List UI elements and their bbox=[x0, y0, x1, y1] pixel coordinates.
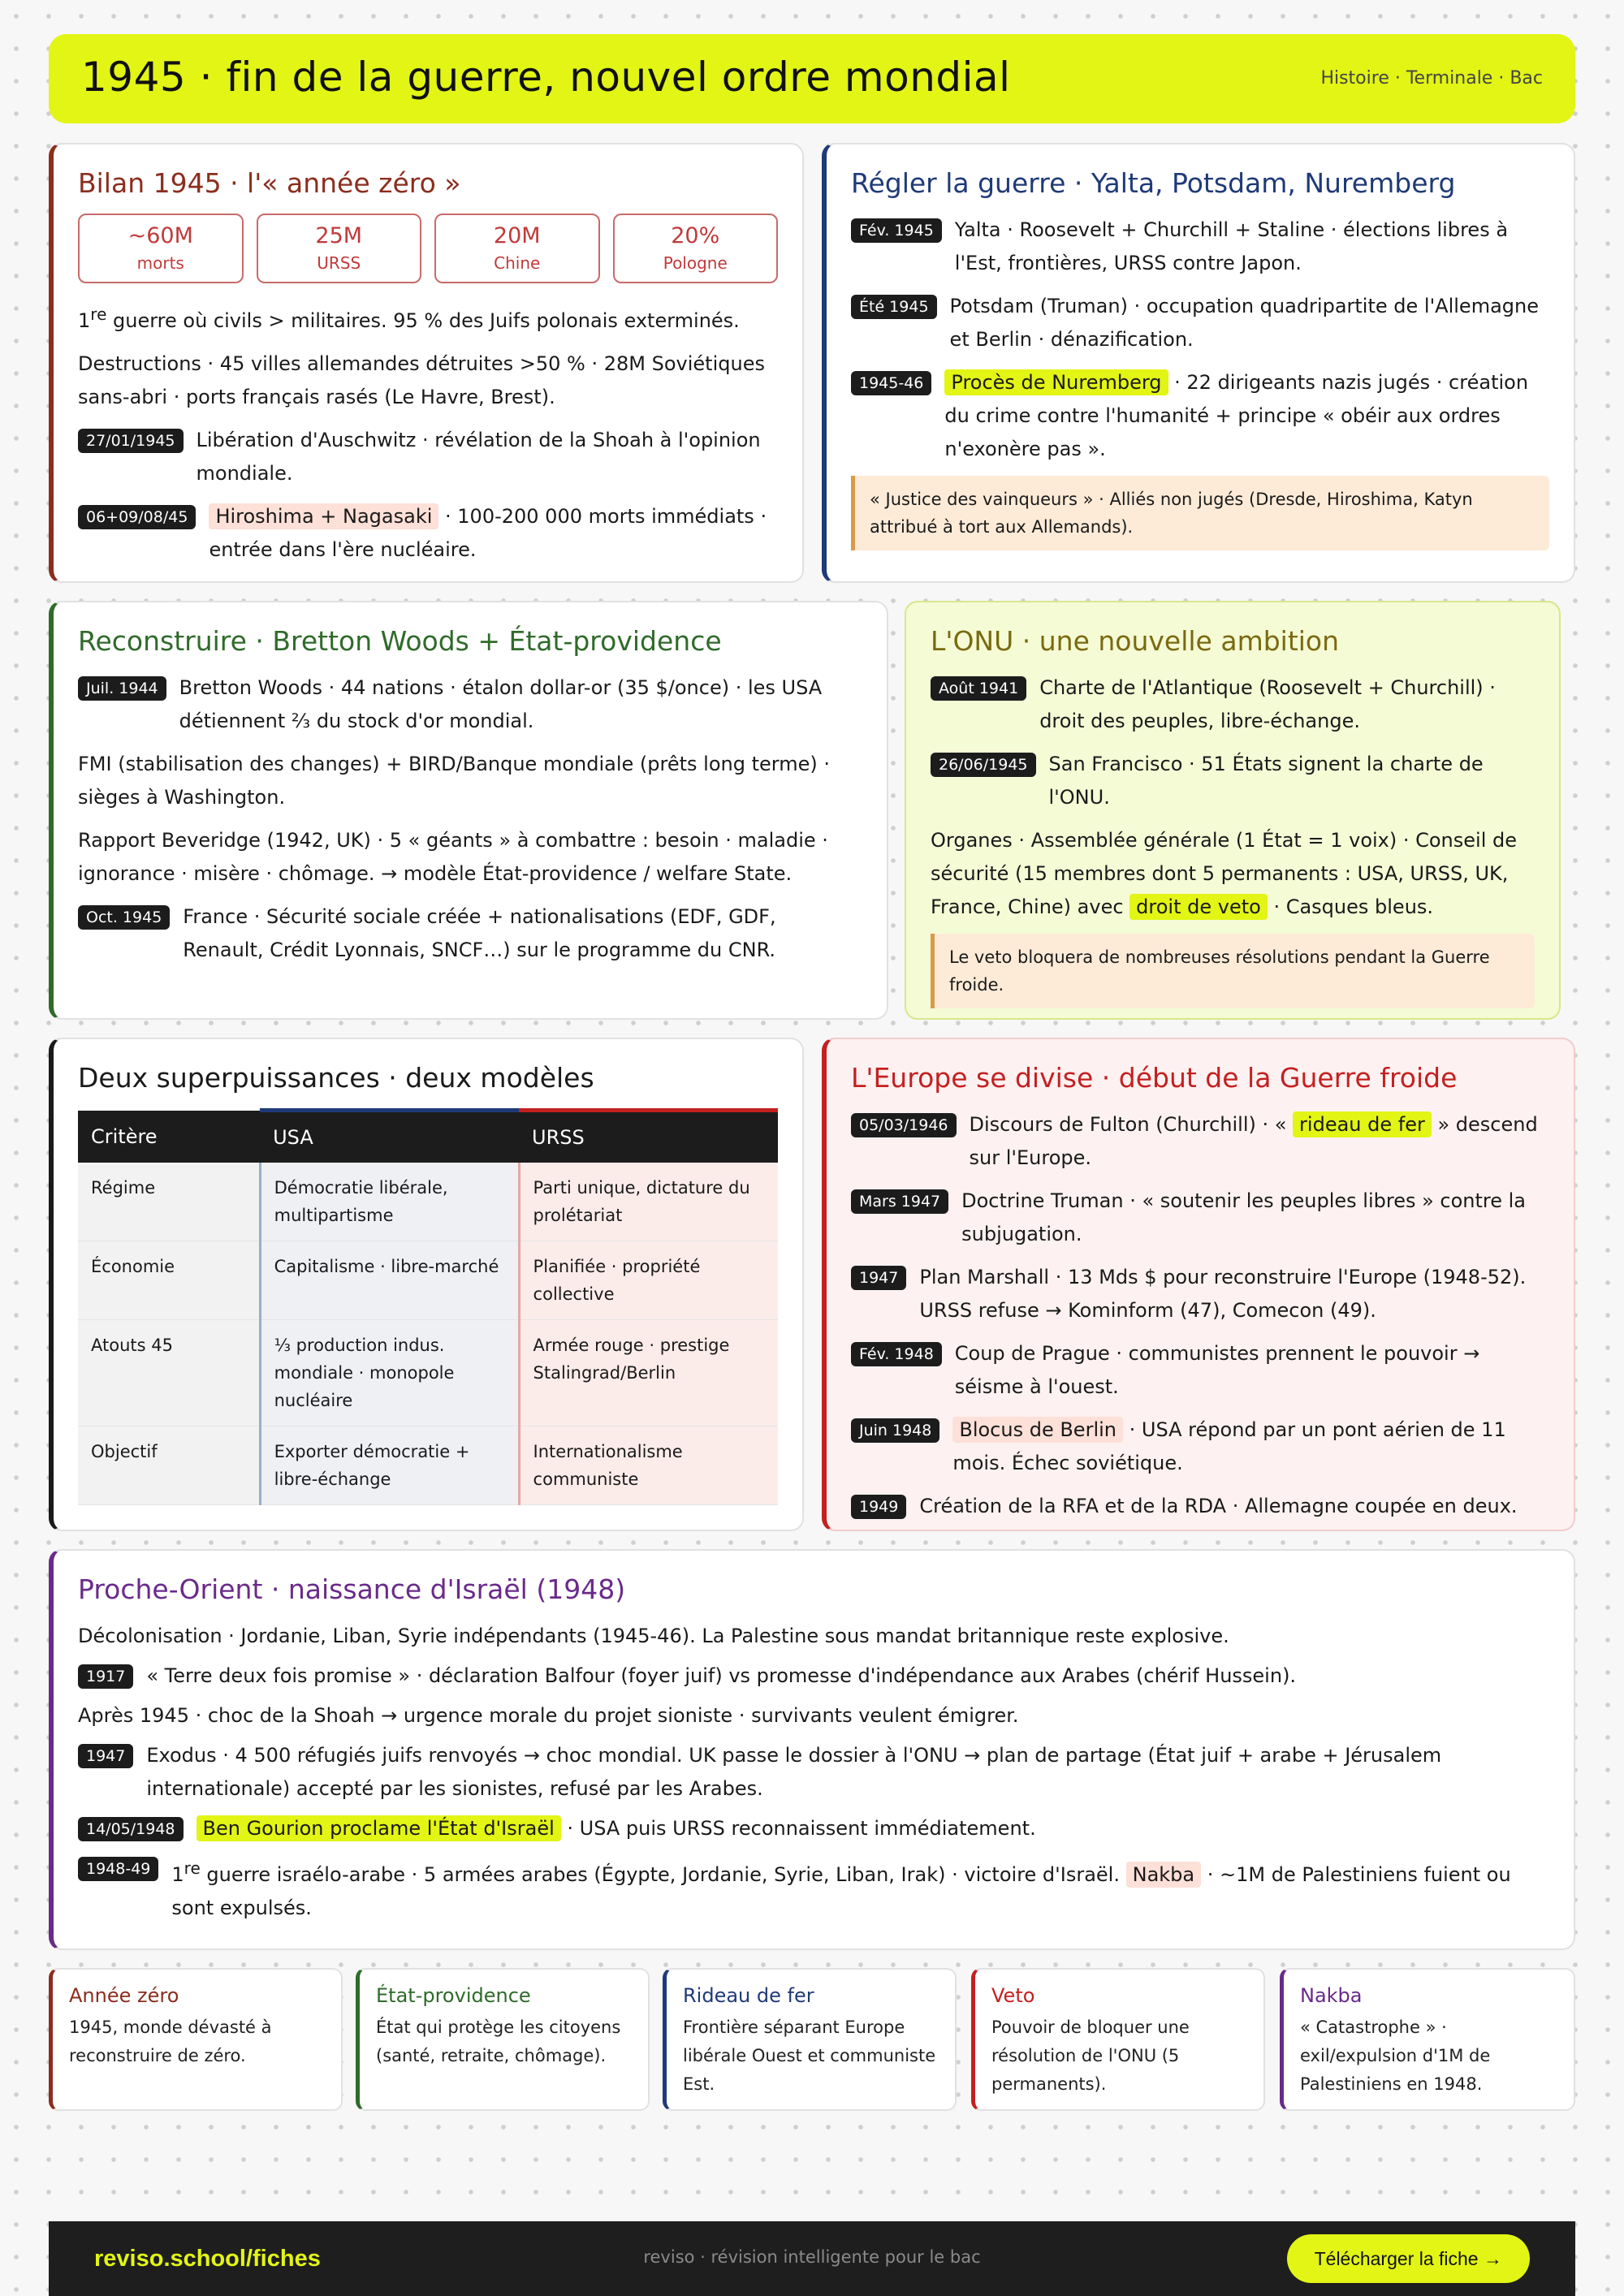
table-cell: Objectif bbox=[78, 1426, 260, 1505]
timeline-event bbox=[851, 214, 1549, 280]
timeline-event bbox=[78, 424, 778, 490]
timeline-event bbox=[851, 1185, 1549, 1251]
card-bilan bbox=[49, 143, 804, 583]
text-part: 1 bbox=[78, 309, 91, 332]
text-part: · Casques bleus. bbox=[1267, 896, 1434, 918]
table-row bbox=[78, 1320, 778, 1426]
timeline-event bbox=[851, 1261, 1549, 1327]
procheorient-paragraph-1: Décolonisation · Jordanie, Liban, Syrie indépendants (1945-46). La Palestine sous mandat britannique reste explosive. bbox=[78, 1625, 1229, 1647]
stat-box bbox=[78, 214, 244, 283]
event-text bbox=[197, 1812, 1036, 1845]
event-text: « Terre deux fois promise » · déclaration Balfour (foyer juif) vs promesse d'indépendance aux Arabes (chérif Hussein). bbox=[146, 1664, 1297, 1687]
card-procheorient-title: Proche-Orient · naissance d'Israël (1948) bbox=[78, 1573, 626, 1605]
text-part: guerre où civils > militaires. 95 % des Juifs polonais exterminés. bbox=[106, 309, 740, 332]
date-badge: 06+09/08/45 bbox=[78, 505, 196, 529]
timeline-event bbox=[851, 1413, 1549, 1480]
stat-boxes bbox=[78, 214, 778, 283]
page-tags: Histoire · Terminale · Bac bbox=[1320, 68, 1543, 88]
onu-paragraph-1 bbox=[931, 824, 1535, 924]
date-badge: 1948-49 bbox=[78, 1857, 158, 1881]
table-row bbox=[78, 1163, 778, 1241]
glossary-card bbox=[356, 1968, 650, 2111]
glossary-term: Rideau de fer bbox=[683, 1984, 814, 2007]
table-cell: Internationalisme communiste bbox=[519, 1426, 778, 1505]
date-badge: 27/01/1945 bbox=[78, 429, 184, 453]
timeline-event bbox=[851, 1490, 1549, 1523]
text-part: · USA répond par un pont aérien de 11 mois. Échec soviétique. bbox=[952, 1418, 1506, 1474]
table-cell: Démocratie libérale, multipartisme bbox=[260, 1163, 519, 1241]
card-onu bbox=[905, 601, 1561, 1020]
highlight: Nakba bbox=[1126, 1862, 1202, 1888]
reconstruire-paragraph-2: Rapport Beveridge (1942, UK) · 5 « géants » à combattre : besoin · maladie · ignorance · misère · chômage. → modèle État-providence / welfare State. bbox=[78, 829, 828, 885]
timeline-event bbox=[78, 671, 862, 738]
timeline-event bbox=[851, 1337, 1549, 1404]
date-badge: Mars 1947 bbox=[851, 1189, 948, 1214]
timeline-event bbox=[851, 1108, 1549, 1175]
timeline-event bbox=[78, 1812, 1549, 1845]
date-badge: 14/05/1948 bbox=[78, 1817, 184, 1841]
timeline-event bbox=[78, 1852, 1549, 1925]
text-part: » descend sur l'Europe. bbox=[969, 1113, 1538, 1169]
date-badge: 1947 bbox=[78, 1744, 133, 1768]
stat-label: morts bbox=[136, 253, 184, 273]
glossary-card bbox=[971, 1968, 1265, 2111]
table-header-row bbox=[78, 1111, 778, 1163]
glossary-definition: « Catastrophe » · exil/expulsion d'1M de Palestiniens en 1948. bbox=[1300, 2018, 1491, 2094]
card-superpuissances-title: Deux superpuissances · deux modèles bbox=[78, 1062, 594, 1094]
glossary-definition: 1945, monde dévasté à reconstruire de zéro. bbox=[69, 2018, 272, 2065]
card-reconstruire bbox=[49, 601, 888, 1020]
table-cell: Capitalisme · libre-marché bbox=[260, 1241, 519, 1320]
stat-box bbox=[434, 214, 600, 283]
stat-value: 25M bbox=[315, 223, 363, 248]
date-badge: Juil. 1944 bbox=[78, 676, 166, 701]
glossary-term: Nakba bbox=[1300, 1984, 1363, 2007]
card-superpuissances bbox=[49, 1038, 804, 1531]
table-row bbox=[78, 1426, 778, 1505]
glossary-card bbox=[49, 1968, 343, 2111]
text-part: 1 bbox=[171, 1863, 184, 1886]
timeline-event bbox=[931, 671, 1535, 738]
date-badge: 05/03/1946 bbox=[851, 1113, 957, 1137]
glossary-term: Veto bbox=[991, 1984, 1035, 2007]
highlight: Hiroshima + Nagasaki bbox=[209, 503, 438, 529]
glossary-definition: Pouvoir de bloquer une résolution de l'ONU (5 permanents). bbox=[991, 2018, 1190, 2094]
text-part: · 22 dirigeants nazis jugés · création du crime contre l'humanité + principe « obéir aux ordres n'exonère pas ». bbox=[944, 371, 1529, 460]
event-text bbox=[944, 366, 1549, 466]
glossary-card bbox=[1280, 1968, 1575, 2111]
date-badge: Été 1945 bbox=[851, 295, 937, 319]
card-bilan-title: Bilan 1945 · l'« année zéro » bbox=[78, 167, 461, 199]
date-badge: Fév. 1948 bbox=[851, 1342, 942, 1366]
card-europe bbox=[822, 1038, 1575, 1531]
highlight: Ben Gourion proclame l'État d'Israël bbox=[197, 1815, 561, 1841]
table-cell: ⅓ production indus. mondiale · monopole nucléaire bbox=[260, 1320, 519, 1426]
bilan-paragraph-1 bbox=[78, 298, 778, 338]
event-text: Coup de Prague · communistes prennent le pouvoir → séisme à l'ouest. bbox=[954, 1342, 1480, 1398]
timeline-event bbox=[78, 1659, 1549, 1693]
stat-value: ~60M bbox=[127, 223, 193, 248]
event-text bbox=[171, 1852, 1549, 1925]
glossary-definition: Frontière séparant Europe libérale Ouest et communiste Est. bbox=[683, 2018, 936, 2094]
date-badge: Oct. 1945 bbox=[78, 905, 170, 930]
event-text: Bretton Woods · 44 nations · étalon dollar-or (35 $/once) · les USA détiennent ⅔ du stock d'or mondial. bbox=[179, 676, 823, 732]
table-cell: Régime bbox=[78, 1163, 260, 1241]
card-regler bbox=[822, 143, 1575, 583]
card-procheorient bbox=[49, 1549, 1575, 1950]
footer-tagline: reviso · révision intelligente pour le bac bbox=[643, 2247, 981, 2267]
column-header: Critère bbox=[78, 1111, 260, 1163]
date-badge: Juin 1948 bbox=[851, 1418, 939, 1443]
event-text: France · Sécurité sociale créée + nationalisations (EDF, GDF, Renault, Crédit Lyonnais, SNCF…) sur le programme du CNR. bbox=[183, 905, 776, 961]
event-text: Charte de l'Atlantique (Roosevelt + Churchill) · droit des peuples, libre-échange. bbox=[1039, 676, 1496, 732]
text-part: · USA puis URSS reconnaissent immédiatement. bbox=[560, 1817, 1036, 1840]
date-badge: 1949 bbox=[851, 1495, 906, 1519]
procheorient-paragraph-2: Après 1945 · choc de la Shoah → urgence morale du projet sioniste · survivants veulent émigrer. bbox=[78, 1704, 1019, 1727]
text-part: · ~1M de Palestiniens fuient ou sont expulsés. bbox=[171, 1863, 1511, 1919]
date-badge: 1917 bbox=[78, 1664, 133, 1689]
timeline-event bbox=[851, 290, 1549, 356]
table-cell: Économie bbox=[78, 1241, 260, 1320]
glossary-card bbox=[663, 1968, 957, 2111]
column-header: USA bbox=[260, 1111, 519, 1163]
event-text: Potsdam (Truman) · occupation quadripartite de l'Allemagne et Berlin · dénazification. bbox=[949, 295, 1539, 351]
glossary-definition: État qui protège les citoyens (santé, retraite, chômage). bbox=[376, 2018, 621, 2065]
date-badge: Fév. 1945 bbox=[851, 218, 942, 243]
event-text: Exodus · 4 500 réfugiés juifs renvoyés → choc mondial. UK passe le dossier à l'ONU → plan de partage (État juif + arabe + Jérusalem internationale) accepté par les sionistes, refusé par les Arabes. bbox=[146, 1744, 1442, 1800]
event-text: San Francisco · 51 États signent la charte de l'ONU. bbox=[1048, 753, 1484, 809]
date-badge: Août 1941 bbox=[931, 676, 1026, 701]
card-reconstruire-title: Reconstruire · Bretton Woods + État-providence bbox=[78, 625, 722, 657]
stat-box bbox=[257, 214, 422, 283]
page-footer bbox=[49, 2221, 1575, 2296]
page-title: 1945 · fin de la guerre, nouvel ordre mondial bbox=[81, 54, 1011, 101]
superscript: re bbox=[184, 1858, 201, 1878]
event-text: Doctrine Truman · « soutenir les peuples libres » contre la subjugation. bbox=[961, 1189, 1527, 1245]
event-text: Création de la RFA et de la RDA · Allemagne coupée en deux. bbox=[919, 1495, 1518, 1517]
timeline-event bbox=[78, 900, 862, 967]
timeline-event bbox=[78, 1739, 1549, 1806]
warning-note: Le veto bloquera de nombreuses résolutions pendant la Guerre froide. bbox=[931, 934, 1535, 1008]
comparison-table bbox=[78, 1108, 778, 1505]
column-header: URSS bbox=[519, 1111, 778, 1163]
text-part: Discours de Fulton (Churchill) · « bbox=[969, 1113, 1294, 1136]
text-part: Organes · Assemblée générale (1 État = 1 voix) · Conseil de sécurité (15 membres dont 5 permanents : USA, URSS, UK, France, Chine) avec bbox=[931, 829, 1518, 918]
table-cell: Atouts 45 bbox=[78, 1320, 260, 1426]
stat-label: Chine bbox=[494, 253, 541, 273]
date-badge: 1947 bbox=[851, 1266, 906, 1290]
event-text bbox=[209, 500, 778, 567]
stat-label: URSS bbox=[317, 253, 361, 273]
glossary-term: Année zéro bbox=[69, 1984, 179, 2007]
download-button[interactable]: Télécharger la fiche → bbox=[1287, 2234, 1530, 2283]
highlight: droit de veto bbox=[1129, 894, 1268, 920]
event-text: Libération d'Auschwitz · révélation de la Shoah à l'opinion mondiale. bbox=[196, 429, 761, 485]
event-text: Plan Marshall · 13 Mds $ pour reconstruire l'Europe (1948-52). URSS refuse → Kominform (47), Comecon (49). bbox=[919, 1266, 1527, 1322]
table-cell: Parti unique, dictature du prolétariat bbox=[519, 1163, 778, 1241]
event-text: Yalta · Roosevelt + Churchill + Staline · élections libres à l'Est, frontières, URSS contre Japon. bbox=[954, 218, 1509, 274]
bilan-paragraph-2: Destructions · 45 villes allemandes détruites >50 % · 28M Soviétiques sans-abri · ports français rasés (Le Havre, Brest). bbox=[78, 352, 765, 408]
table-cell: Exporter démocratie + libre-échange bbox=[260, 1426, 519, 1505]
timeline-event bbox=[851, 366, 1549, 466]
superscript: re bbox=[90, 304, 107, 324]
table-row bbox=[78, 1241, 778, 1320]
page-header bbox=[49, 34, 1575, 123]
highlight: Procès de Nuremberg bbox=[944, 369, 1168, 395]
stat-box bbox=[613, 214, 779, 283]
highlight: rideau de fer bbox=[1293, 1111, 1432, 1137]
card-regler-title: Régler la guerre · Yalta, Potsdam, Nuremberg bbox=[851, 167, 1456, 199]
glossary-term: État-providence bbox=[376, 1984, 531, 2007]
stat-label: Pologne bbox=[663, 253, 728, 273]
table-cell: Planifiée · propriété collective bbox=[519, 1241, 778, 1320]
card-onu-title: L'ONU · une nouvelle ambition bbox=[931, 625, 1340, 657]
timeline-event bbox=[78, 500, 778, 567]
reconstruire-paragraph-1: FMI (stabilisation des changes) + BIRD/Banque mondiale (prêts long terme) · sièges à Washington. bbox=[78, 753, 830, 809]
stat-value: 20% bbox=[671, 223, 720, 248]
event-text bbox=[952, 1413, 1549, 1480]
date-badge: 1945-46 bbox=[851, 371, 931, 395]
warning-note: « Justice des vainqueurs » · Alliés non jugés (Dresde, Hiroshima, Katyn attribué à tort aux Allemands). bbox=[851, 476, 1549, 550]
site-link[interactable]: reviso.school/fiches bbox=[94, 2246, 321, 2272]
card-europe-title: L'Europe se divise · début de la Guerre froide bbox=[851, 1062, 1458, 1094]
timeline-event bbox=[931, 748, 1535, 814]
stat-value: 20M bbox=[493, 223, 541, 248]
event-text bbox=[970, 1108, 1549, 1175]
table-cell: Armée rouge · prestige Stalingrad/Berlin bbox=[519, 1320, 778, 1426]
highlight: Blocus de Berlin bbox=[952, 1417, 1123, 1443]
text-part: guerre israélo-arabe · 5 armées arabes (Égypte, Jordanie, Syrie, Liban, Irak) · victoire d'Israël. bbox=[200, 1863, 1126, 1886]
date-badge: 26/06/1945 bbox=[931, 753, 1036, 777]
text-part: · 100-200 000 morts immédiats · entrée dans l'ère nucléaire. bbox=[209, 505, 767, 561]
